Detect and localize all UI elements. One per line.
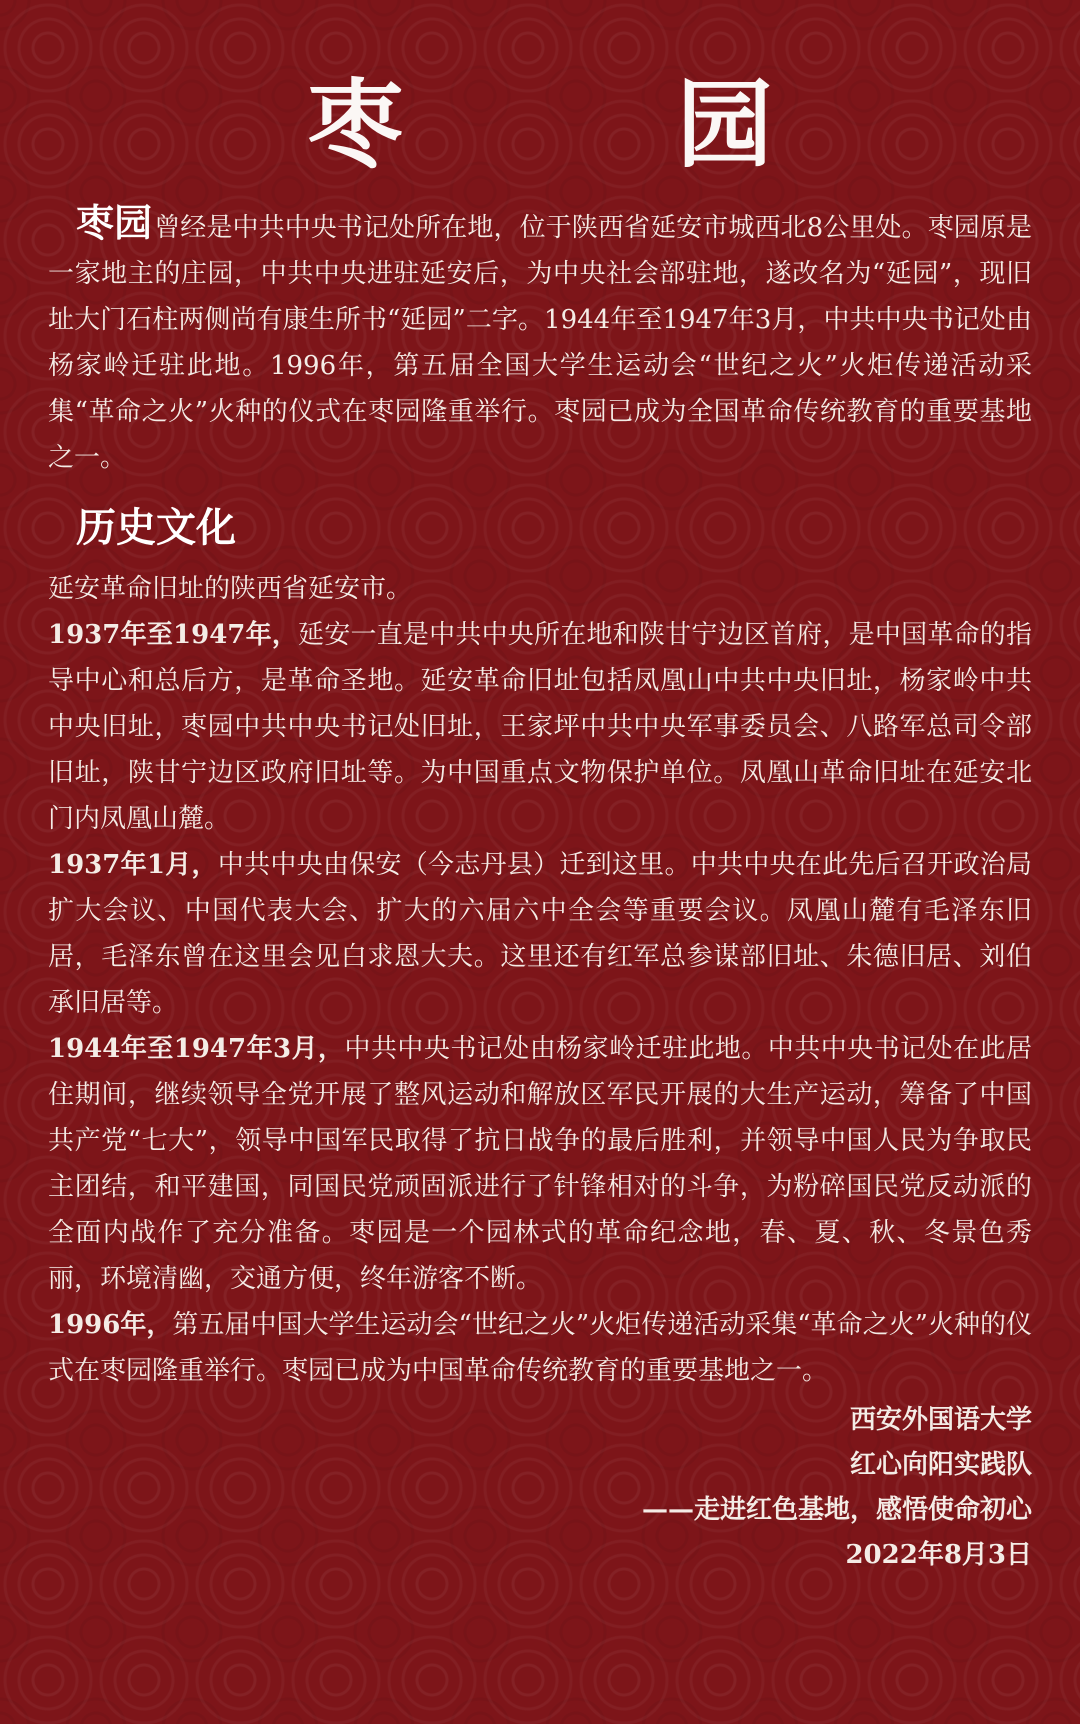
history-paragraph [48,1302,1032,1394]
history-paragraph [48,566,1032,612]
signature-university: 西安外国语大学 [849,1405,1032,1435]
intro-text: 曾经是中共中央书记处所在地，位于陕西省延安市城西北8公里处。枣园原是一家地主的庄园，中共中央进驻延安后，为中央社会部驻地，遂改名为“延园”，现旧址大门石柱两侧尚有康生所书“延园”二字。1944年至1947年3月，中共中央书记处由杨家岭迁驻此地。1996年，第五届全国大学生运动会“世纪之火”火炬传递活动采集“革命之火”火种的仪式在枣园隆重举行。枣园已成为全国革命传统教育的重要基地之一。 [48,213,1032,473]
history-text: 中共中央由保安（今志丹县）迁到这里。中共中央在此先后召开政治局扩大会议、中国代表大会、扩大的六届六中全会等重要会议。凤凰山麓有毛泽东旧居，毛泽东曾在这里会见白求恩大夫。这里还有红军总参谋部旧址、朱德旧居、刘伯承旧居等。 [48,850,1032,1018]
intro-lead: 枣园 [76,200,153,245]
history-text: 第五届中国大学生运动会“世纪之火”火炬传递活动采集“革命之火”火种的仪式在枣园隆重举行。枣园已成为中国革命传统教育的重要基地之一。 [48,1310,1032,1386]
history-body [48,566,1032,1394]
page-title: 枣 园 [307,68,893,181]
history-text: 延安革命旧址的陕西省延安市。 [48,574,413,604]
signature-team: 红心向阳实践队 [849,1450,1032,1480]
history-text: 延安一直是中共中央所在地和陕甘宁边区首府，是中国革命的指导中心和总后方，是革命圣地。延安革命旧址包括凤凰山中共中央旧址，杨家岭中共中央旧址，枣园中共中央书记处旧址，王家坪中共中央军事委员会、八路军总司令部旧址，陕甘宁边区政府旧址等。为中国重点文物保护单位。凤凰山革命旧址在延安北门内凤凰山麓。 [48,620,1032,834]
history-paragraph [48,612,1032,842]
intro-paragraph [48,200,1032,481]
signature-block [642,1398,1032,1578]
history-paragraph [48,1026,1032,1302]
history-date: 1937年至1947年， [48,620,299,650]
signature-slogan: ——走进红色基地，感悟使命初心 [641,1495,1032,1525]
section-heading-history: 历史文化 [76,504,236,551]
history-date: 1996年， [48,1310,173,1340]
history-text: 中共中央书记处由杨家岭迁驻此地。中共中央书记处在此居住期间，继续领导全党开展了整风运动和解放区军民开展的大生产运动，筹备了中国共产党“七大”，领导中国军民取得了抗日战争的最后胜利，并领导中国人民为争取民主团结，和平建国，同国民党顽固派进行了针锋相对的斗争，为粉碎国民党反动派的全面内战作了充分准备。枣园是一个园林式的革命纪念地，春、夏、秋、冬景色秀丽，环境清幽，交通方便，终年游客不断。 [48,1034,1032,1294]
signature-date: 2022年8月3日 [845,1540,1032,1570]
history-paragraph [48,842,1032,1026]
history-date: 1944年至1947年3月， [48,1034,345,1064]
history-date: 1937年1月， [48,850,218,880]
